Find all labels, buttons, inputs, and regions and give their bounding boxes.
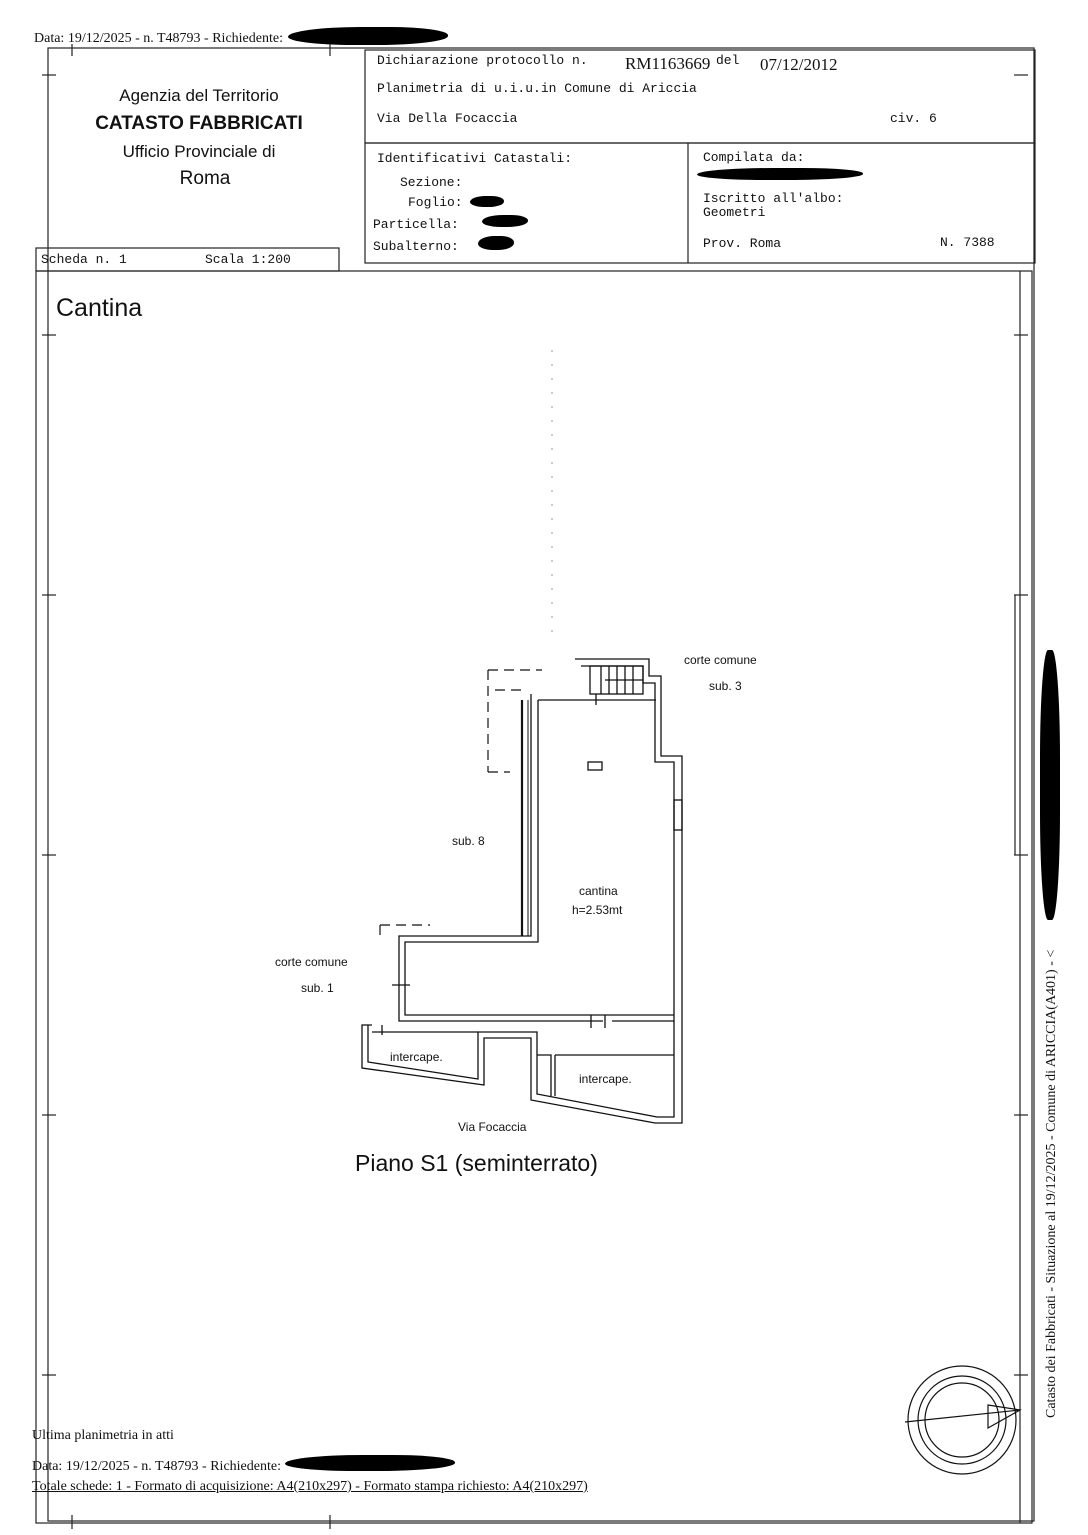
sezione-label: Sezione: <box>400 175 463 190</box>
label-sub1: sub. 1 <box>301 981 334 995</box>
identifiers-title: Identificativi Catastali: <box>377 151 573 166</box>
protocol-label: Dichiarazione protocollo n. <box>377 53 588 68</box>
compiler-title: Compilata da: <box>703 150 805 165</box>
floor-label: Piano S1 (seminterrato) <box>355 1150 598 1176</box>
scale-label: Scala 1:200 <box>205 252 291 267</box>
register-number: N. 7388 <box>940 235 995 250</box>
label-sub8: sub. 8 <box>452 834 485 848</box>
label-intercape-right: intercape. <box>579 1072 632 1086</box>
planimetria-line: Planimetria di u.i.u.in Comune di Ariccia <box>377 81 697 96</box>
label-cantina: cantina <box>579 884 618 898</box>
foglio-label: Foglio: <box>408 195 463 210</box>
subalterno-label: Subalterno: <box>373 239 459 254</box>
albo-label: Iscritto all'albo: <box>703 191 844 206</box>
agency-city: Roma <box>179 168 231 189</box>
redaction <box>1040 650 1060 920</box>
side-text: Catasto dei Fabbricati - Situazione al 19/12/2025 - Comune di ARICCIA(A401) - < <box>1044 949 1059 1418</box>
label-corte-left: corte comune <box>275 955 348 969</box>
footer-totals: Totale schede: 1 - Formato di acquisizione: A4(210x297) - Formato stampa richiesto: A4(210x297) <box>32 1479 588 1494</box>
protocol-number: RM1163669 <box>625 54 711 73</box>
last-plan: Ultima planimetria in atti <box>32 1428 174 1443</box>
label-height: h=2.53mt <box>572 903 623 917</box>
label-corte-top: corte comune <box>684 653 757 667</box>
label-street: Via Focaccia <box>458 1120 527 1134</box>
redaction <box>285 1455 455 1471</box>
protocol-date: 07/12/2012 <box>760 55 838 74</box>
footer-data-line: Data: 19/12/2025 - n. T48793 - Richiedente: <box>32 1459 281 1474</box>
particella-label: Particella: <box>373 217 459 232</box>
plan-title: Cantina <box>56 294 143 322</box>
agency-name: Agenzia del Territorio <box>119 86 279 105</box>
agency-service: CATASTO FABBRICATI <box>95 113 303 134</box>
scheda-label: Scheda n. 1 <box>41 252 127 267</box>
street-line: Via Della Focaccia <box>377 111 518 126</box>
agency-office: Ufficio Provinciale di <box>122 142 276 161</box>
header-line: Data: 19/12/2025 - n. T48793 - Richiedente: <box>34 31 283 46</box>
label-sub3: sub. 3 <box>709 679 742 693</box>
civ-number: civ. 6 <box>890 111 937 126</box>
protocol-del: del <box>716 53 740 68</box>
profession: Geometri <box>703 205 766 220</box>
prov-label: Prov. Roma <box>703 236 782 251</box>
label-intercape-left: intercape. <box>390 1050 443 1064</box>
north-arrow-icon <box>905 1366 1020 1474</box>
